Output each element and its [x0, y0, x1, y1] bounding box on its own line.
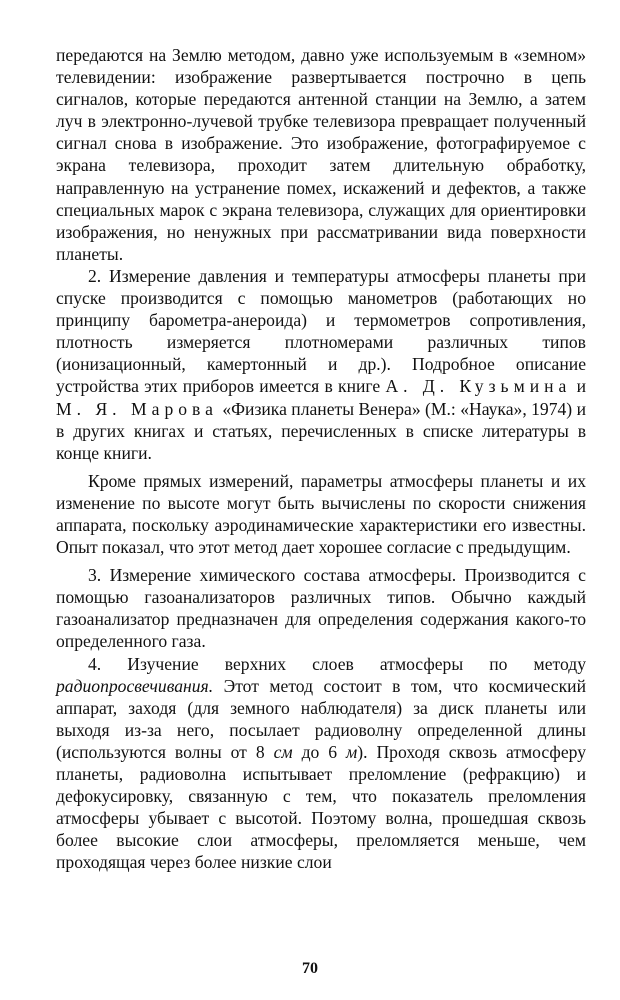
paragraph-pressure-text-after: «Физика планеты Венера» (М.: «Наука», 1974) и в других книгах и статьях, перечисленных в списке литературы в конце книги.: [56, 398, 586, 463]
paragraph-chemical-composition: 3. Измерение химического состава атмосферы. Производится с помощью газоанализаторов различных типов. Обычно каждый газоанализатор предназначен для определения содержания какого-то определенного газа.: [56, 565, 586, 652]
paragraph-descent-speed: Кроме прямых измерений, параметры атмосферы планеты и их изменение по высоте могут быть вычислены по скорости снижения аппарата, поскольку аэродинамические характеристики его известны. Опыт показал, что этот метод дает хорошее согласие с предыдущим.: [56, 470, 586, 558]
author-marov: М. Я. Марова: [56, 398, 218, 419]
paragraph-radio-text-after: ). Проходя сквозь атмосферу планеты, радиоволна испытывает преломление (рефракцию) и дефокусировку, связанную с тем, что показатель преломления атмосферы убывает с высотой. Поэтому волна, прошедшая сквозь более высокие слои атмосферы, преломляется меньше, чем проходящая через более низкие слои: [56, 741, 586, 873]
author-kuzmin: А. Д. Кузьмина: [385, 376, 572, 397]
paragraph-radio-text-mid2: до 6: [301, 741, 338, 762]
paragraph-radio-text-mid: Этот метод состоит в том, что космический аппарат, заходя (для земного наблюдателя) за диск планеты или выходя из-за него, посылает радиоволну определенной длины (используются волны от 8: [56, 675, 586, 762]
paragraph-pressure-text-before: 2. Измерение давления и температуры атмосферы планеты при спуске производится с помощью манометров (работающих но принципу барометра-анероида) и термометров сопротивления, плотность измеряется плотномерами различных типов (ионизационный, камертонный и др.). Подробное описание устройства этих приборов имеется в книге: [56, 265, 586, 397]
page-number: 70: [302, 960, 318, 977]
paragraph-pressure-temperature: [56, 265, 586, 464]
unit-m: м: [346, 741, 358, 762]
paragraph-television-transmission: передаются на Землю методом, давно уже используемым в «земном» телевидении: изображение развертывается построчно в цепь сигналов, которые передаются антенной станции на Землю, а затем луч в электронно-лучевой трубке телевизора превращает полученный сигнал снова в изображение. Это изображение, фотографируемое с экрана телевизора, проходит затем длительную обработку, направленную на устранение помех, искажений и дефектов, а также специальных марок с экрана телевизора, служащих для ориентировки изображения, но ненужных при рассматривании вида поверхности планеты.: [56, 45, 586, 264]
paragraph-radio-occultation: [56, 653, 586, 874]
unit-cm: см: [273, 741, 293, 762]
term-radio-occultation: радиопросвечивания.: [56, 675, 214, 696]
paragraph-radio-text-before: 4. Изучение верхних слоев атмосферы по методу: [88, 653, 586, 674]
conjunction-and: и: [576, 376, 586, 397]
page-body: [56, 44, 586, 873]
